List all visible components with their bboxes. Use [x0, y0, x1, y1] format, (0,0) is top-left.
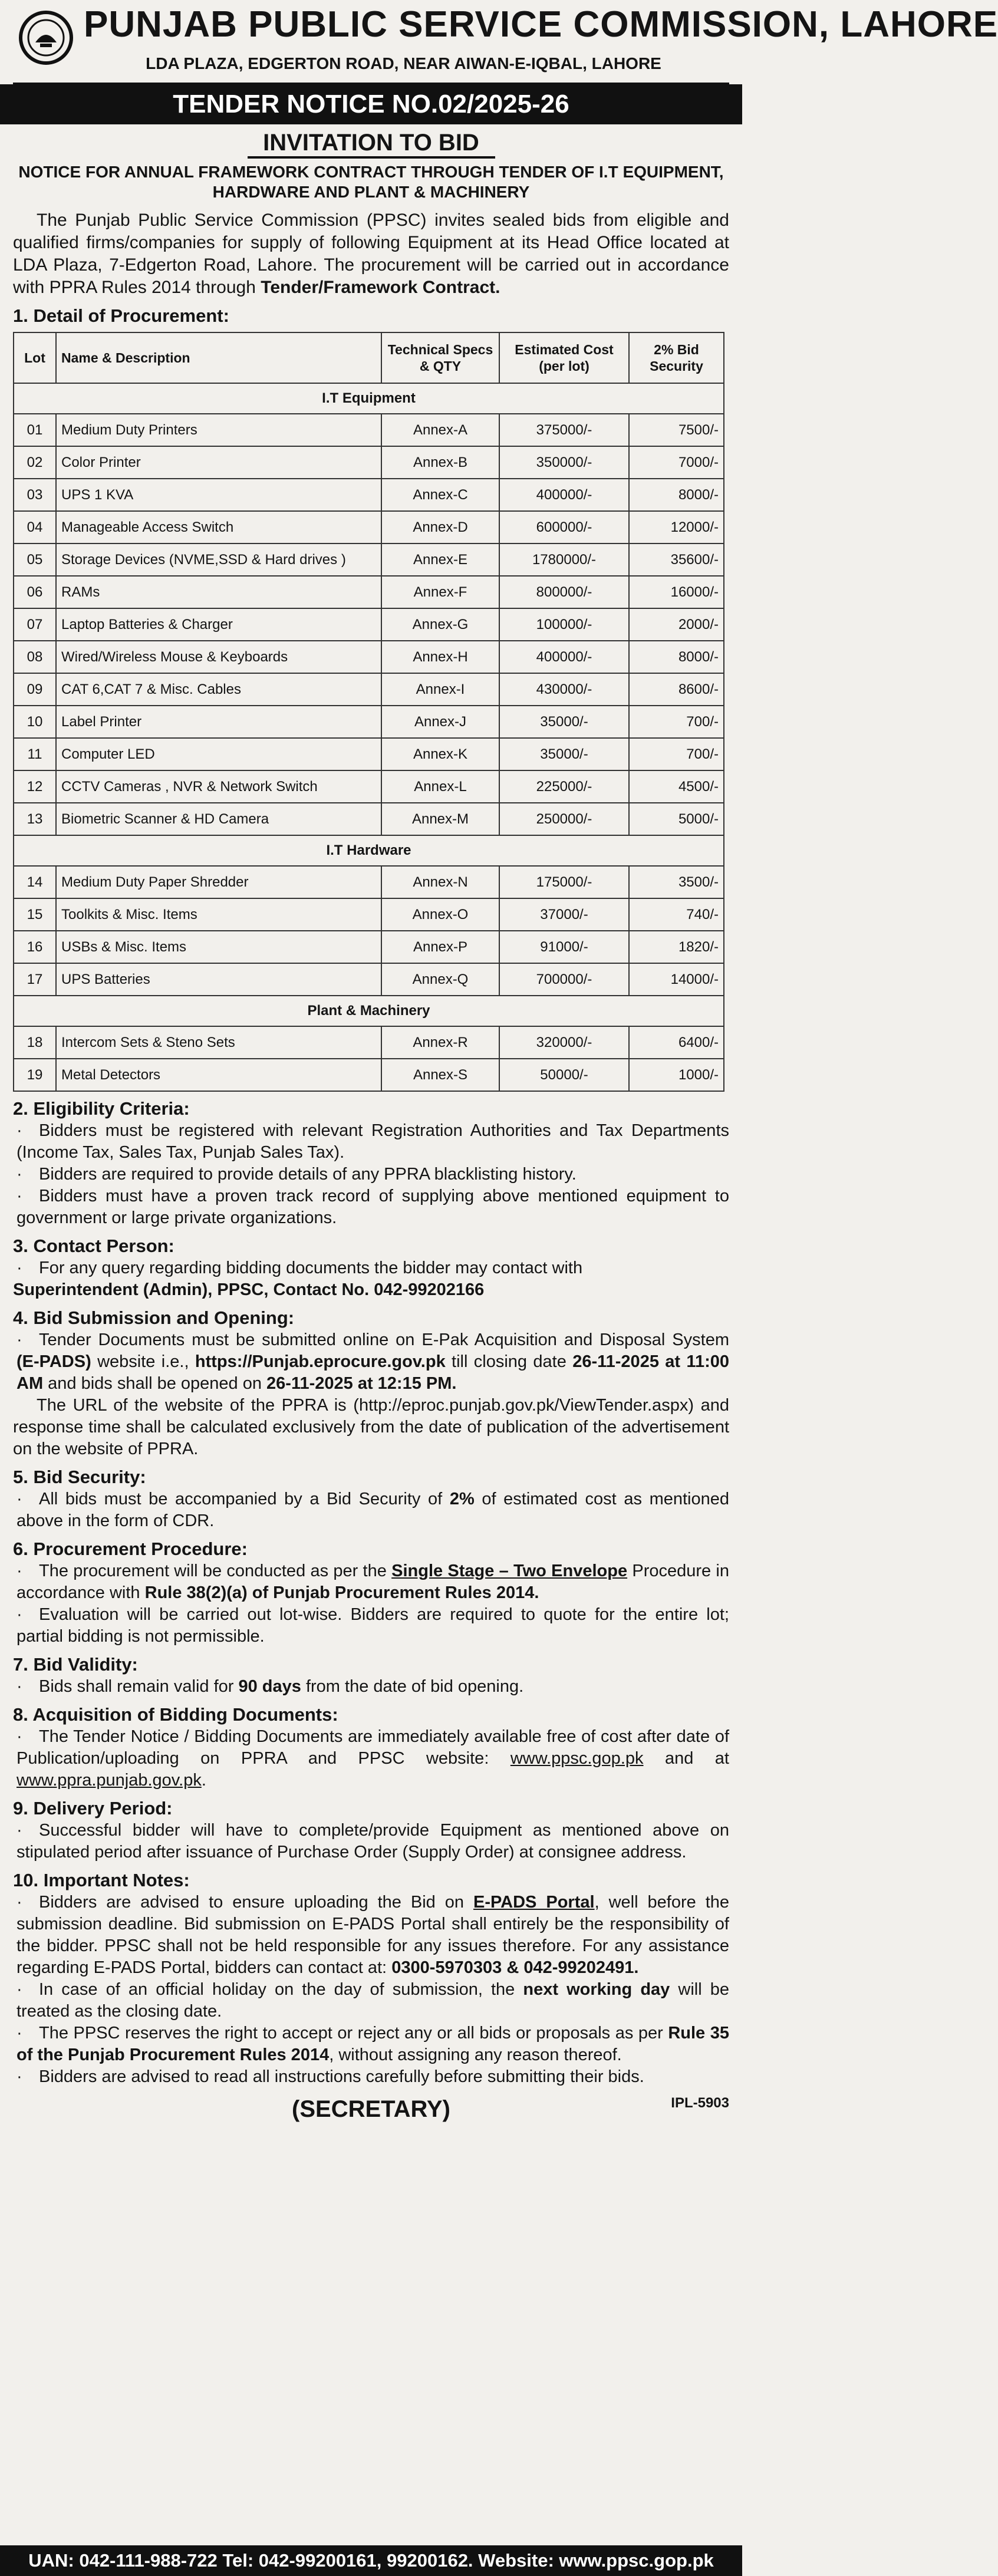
lot-cell: 16 [14, 931, 56, 963]
lot-cell: 18 [14, 1026, 56, 1059]
group-title: I.T Equipment [14, 383, 724, 414]
invitation-heading: INVITATION TO BID [248, 129, 495, 159]
notice-subheading [13, 162, 729, 202]
cost-cell: 400000/- [499, 479, 629, 511]
name-cell: Toolkits & Misc. Items [56, 898, 381, 931]
notice-line-1: NOTICE FOR ANNUAL FRAMEWORK CONTRACT THROUGH TENDER OF I.T EQUIPMENT, [18, 163, 724, 181]
ppra-url-paragraph: The URL of the website of the PPRA is (http://eproc.punjab.gov.pk/ViewTender.aspx) and response time shall be calculated exclusively from the date of publication of the advertisement on the website of PPRA. [13, 1396, 729, 1458]
security-cell: 700/- [629, 706, 724, 738]
lot-cell: 11 [14, 738, 56, 770]
procurement-table [13, 332, 724, 1092]
lot-cell: 10 [14, 706, 56, 738]
table-row [14, 608, 724, 641]
name-cell: Intercom Sets & Steno Sets [56, 1026, 381, 1059]
specs-cell: Annex-D [381, 511, 499, 543]
specs-cell: Annex-J [381, 706, 499, 738]
cost-cell: 350000/- [499, 446, 629, 479]
cost-cell: 600000/- [499, 511, 629, 543]
lot-cell: 02 [14, 446, 56, 479]
specs-cell: Annex-M [381, 803, 499, 835]
name-cell: USBs & Misc. Items [56, 931, 381, 963]
cost-cell: 100000/- [499, 608, 629, 641]
name-cell: Storage Devices (NVME,SSD & Hard drives ) [56, 543, 381, 576]
table-row [14, 866, 724, 898]
eligibility-bullet-1: · Bidders must be registered with relevant Registration Authorities and Tax Departments (Income Tax, Sales Tax, Punjab Sales Tax). [17, 1121, 729, 1162]
table-row [14, 706, 724, 738]
section-procurement-heading: 1. Detail of Procurement: [13, 305, 229, 326]
specs-cell: Annex-C [381, 479, 499, 511]
security-cell: 700/- [629, 738, 724, 770]
name-cell: Laptop Batteries & Charger [56, 608, 381, 641]
column-name: Name & Description [56, 332, 381, 383]
section-security-heading: 5. Bid Security: [13, 1467, 146, 1487]
table-row [14, 803, 724, 835]
header [13, 0, 998, 84]
table-row [14, 479, 724, 511]
table-row [14, 770, 724, 803]
ipl-number: IPL-5903 [671, 2095, 729, 2111]
name-cell: Wired/Wireless Mouse & Keyboards [56, 641, 381, 673]
section-submission-heading: 4. Bid Submission and Opening: [13, 1307, 295, 1328]
organization-title: PUNJAB PUBLIC SERVICE COMMISSION, LAHORE [84, 4, 998, 45]
table-row [14, 641, 724, 673]
delivery-paragraph: · Successful bidder will have to complete/provide Equipment as mentioned above on stipulated period after issuance of Purchase Order (Supply Order) at consignee address. [17, 1821, 729, 1862]
intro-bold: Tender/Framework Contract. [261, 278, 500, 297]
procurement-table-body [14, 383, 724, 1091]
notice-line-2: HARDWARE AND PLANT & MACHINERY [212, 183, 530, 201]
specs-cell: Annex-H [381, 641, 499, 673]
table-row [14, 511, 724, 543]
table-group-row [14, 383, 724, 414]
cost-cell: 50000/- [499, 1059, 629, 1091]
cost-cell: 225000/- [499, 770, 629, 803]
lot-cell: 06 [14, 576, 56, 608]
section-eligibility-heading: 2. Eligibility Criteria: [13, 1098, 190, 1119]
eligibility-bullet-2: · Bidders are required to provide details of any PPRA blacklisting history. [17, 1165, 577, 1184]
specs-cell: Annex-P [381, 931, 499, 963]
security-cell: 14000/- [629, 963, 724, 996]
intro-paragraph [13, 209, 729, 299]
note-3: · The PPSC reserves the right to accept or reject any or all bids or proposals as per Rule 35 of the Punjab Procurement Rules 2014, without assigning any reason thereof. [17, 2024, 729, 2064]
lot-cell: 05 [14, 543, 56, 576]
security-cell: 35600/- [629, 543, 724, 576]
specs-cell: Annex-F [381, 576, 499, 608]
cost-cell: 320000/- [499, 1026, 629, 1059]
lot-cell: 12 [14, 770, 56, 803]
specs-cell: Annex-K [381, 738, 499, 770]
procedure-paragraph: · The procurement will be conducted as per the Single Stage – Two Envelope Procedure in accordance with Rule 38(2)(a) of Punjab Procurement Rules 2014. [17, 1562, 729, 1602]
security-cell: 5000/- [629, 803, 724, 835]
security-paragraph: · All bids must be accompanied by a Bid Security of 2% of estimated cost as mentioned above in the form of CDR. [17, 1490, 729, 1530]
lot-cell: 04 [14, 511, 56, 543]
name-cell: Medium Duty Printers [56, 414, 381, 446]
lot-cell: 07 [14, 608, 56, 641]
table-row [14, 1059, 724, 1091]
ppsc-website-link[interactable]: www.ppsc.gop.pk [510, 1749, 644, 1768]
acquisition-paragraph: · The Tender Notice / Bidding Documents are immediately available free of cost after date of Publication/uploading on PPRA and PPSC website: www.ppsc.gop.pk and at www.ppra.punjab.gov.pk. [17, 1727, 729, 1790]
specs-cell: Annex-O [381, 898, 499, 931]
note-1: · Bidders are advised to ensure uploading the Bid on E-PADS Portal, well before the submission deadline. Bid submission on E-PADS Portal shall entirely be the responsibility of the bidder. PPSC shall not be held responsible for any issues therefore. For any assistance regarding E-PADS Portal, bidders can contact at: 0300-5970303 & 042-99202491. [17, 1893, 730, 1977]
note-4: · Bidders are advised to read all instructions carefully before submitting their bids. [17, 2067, 644, 2086]
cost-cell: 800000/- [499, 576, 629, 608]
specs-cell: Annex-L [381, 770, 499, 803]
specs-cell: Annex-G [381, 608, 499, 641]
intro-text: The Punjab Public Service Commission (PPSC) invites sealed bids from eligible and qualified firms/companies for supply of following Equipment at its Head Office located at LDA Plaza, 7-Edgerton Road, Lahore. The procurement will be carried out in accordance with PPRA Rules 2014 through [13, 210, 729, 297]
ppra-website-link[interactable]: www.ppra.punjab.gov.pk [17, 1771, 202, 1790]
cost-cell: 700000/- [499, 963, 629, 996]
column-lot: Lot [14, 332, 56, 383]
section-notes-heading: 10. Important Notes: [13, 1870, 190, 1890]
section-validity-heading: 7. Bid Validity: [13, 1654, 138, 1675]
contact-person: Superintendent (Admin), PPSC, Contact No. 042-99202166 [13, 1280, 485, 1299]
security-cell: 8000/- [629, 641, 724, 673]
table-header-row [14, 332, 724, 383]
table-group-row [14, 835, 724, 866]
group-title: Plant & Machinery [14, 996, 724, 1026]
procedure-bullet-2: · Evaluation will be carried out lot-wise. Bidders are required to quote for the entire lot; partial bidding is not permissible. [17, 1605, 729, 1646]
name-cell: CCTV Cameras , NVR & Network Switch [56, 770, 381, 803]
name-cell: Color Printer [56, 446, 381, 479]
eligibility-bullet-3: · Bidders must have a proven track record of supplying above mentioned equipment to government or large private organizations. [17, 1187, 729, 1227]
security-cell: 8000/- [629, 479, 724, 511]
specs-cell: Annex-B [381, 446, 499, 479]
submission-paragraph: · Tender Documents must be submitted online on E-Pak Acquisition and Disposal System (E-PADS) website i.e., https://Punjab.eprocure.gov.pk till closing date 26-11-2025 at 11:00 AM and bids shall be opened on 26-11-2025 at 12:15 PM. [17, 1330, 729, 1393]
cost-cell: 375000/- [499, 414, 629, 446]
group-title: I.T Hardware [14, 835, 724, 866]
secretary-title: (SECRETARY) [292, 2096, 450, 2122]
security-cell: 16000/- [629, 576, 724, 608]
security-cell: 7500/- [629, 414, 724, 446]
lot-cell: 03 [14, 479, 56, 511]
section-procedure-heading: 6. Procurement Procedure: [13, 1539, 248, 1559]
table-row [14, 414, 724, 446]
table-row [14, 673, 724, 706]
column-specs: Technical Specs & QTY [381, 332, 499, 383]
name-cell: Biometric Scanner & HD Camera [56, 803, 381, 835]
table-row [14, 738, 724, 770]
cost-cell: 35000/- [499, 706, 629, 738]
specs-cell: Annex-R [381, 1026, 499, 1059]
section-acquisition-heading: 8. Acquisition of Bidding Documents: [13, 1704, 338, 1725]
lot-cell: 09 [14, 673, 56, 706]
security-cell: 6400/- [629, 1026, 724, 1059]
security-cell: 2000/- [629, 608, 724, 641]
footer-contact-bar: UAN: 042-111-988-722 Tel: 042-99200161, 99200162. Website: www.ppsc.gop.pk [0, 2545, 742, 2576]
note-2: · In case of an official holiday on the day of submission, the next working day will be treated as the closing date. [17, 1980, 729, 2021]
lot-cell: 15 [14, 898, 56, 931]
name-cell: UPS Batteries [56, 963, 381, 996]
table-row [14, 1026, 724, 1059]
security-cell: 12000/- [629, 511, 724, 543]
specs-cell: Annex-A [381, 414, 499, 446]
table-row [14, 931, 724, 963]
column-cost: Estimated Cost (per lot) [499, 332, 629, 383]
security-cell: 3500/- [629, 866, 724, 898]
eprocure-link[interactable]: https://Punjab.eprocure.gov.pk [195, 1352, 446, 1371]
ppsc-logo-icon [19, 11, 73, 65]
specs-cell: Annex-I [381, 673, 499, 706]
cost-cell: 430000/- [499, 673, 629, 706]
table-row [14, 963, 724, 996]
section-contact-heading: 3. Contact Person: [13, 1236, 174, 1256]
specs-cell: Annex-E [381, 543, 499, 576]
security-cell: 8600/- [629, 673, 724, 706]
lot-cell: 14 [14, 866, 56, 898]
cost-cell: 400000/- [499, 641, 629, 673]
tender-notice-number: TENDER NOTICE NO.02/2025-26 [0, 84, 742, 124]
cost-cell: 37000/- [499, 898, 629, 931]
name-cell: Label Printer [56, 706, 381, 738]
name-cell: Metal Detectors [56, 1059, 381, 1091]
cost-cell: 1780000/- [499, 543, 629, 576]
table-row [14, 543, 724, 576]
name-cell: Computer LED [56, 738, 381, 770]
organization-address: LDA PLAZA, EDGERTON ROAD, NEAR AIWAN-E-IQBAL, LAHORE [146, 54, 661, 73]
name-cell: CAT 6,CAT 7 & Misc. Cables [56, 673, 381, 706]
security-cell: 4500/- [629, 770, 724, 803]
name-cell: Medium Duty Paper Shredder [56, 866, 381, 898]
contact-text: · For any query regarding bidding documents the bidder may contact with [17, 1259, 583, 1277]
name-cell: UPS 1 KVA [56, 479, 381, 511]
signature-block [13, 2094, 729, 2124]
security-cell: 1000/- [629, 1059, 724, 1091]
lot-cell: 17 [14, 963, 56, 996]
cost-cell: 35000/- [499, 738, 629, 770]
section-delivery-heading: 9. Delivery Period: [13, 1798, 173, 1819]
cost-cell: 91000/- [499, 931, 629, 963]
column-security: 2% Bid Security [629, 332, 724, 383]
name-cell: RAMs [56, 576, 381, 608]
lot-cell: 19 [14, 1059, 56, 1091]
security-cell: 7000/- [629, 446, 724, 479]
lot-cell: 13 [14, 803, 56, 835]
security-cell: 740/- [629, 898, 724, 931]
name-cell: Manageable Access Switch [56, 511, 381, 543]
specs-cell: Annex-Q [381, 963, 499, 996]
specs-cell: Annex-N [381, 866, 499, 898]
table-group-row [14, 996, 724, 1026]
cost-cell: 175000/- [499, 866, 629, 898]
table-row [14, 446, 724, 479]
lot-cell: 08 [14, 641, 56, 673]
security-cell: 1820/- [629, 931, 724, 963]
lot-cell: 01 [14, 414, 56, 446]
cost-cell: 250000/- [499, 803, 629, 835]
specs-cell: Annex-S [381, 1059, 499, 1091]
validity-paragraph: · Bids shall remain valid for 90 days from the date of bid opening. [17, 1677, 524, 1696]
table-row [14, 576, 724, 608]
table-row [14, 898, 724, 931]
